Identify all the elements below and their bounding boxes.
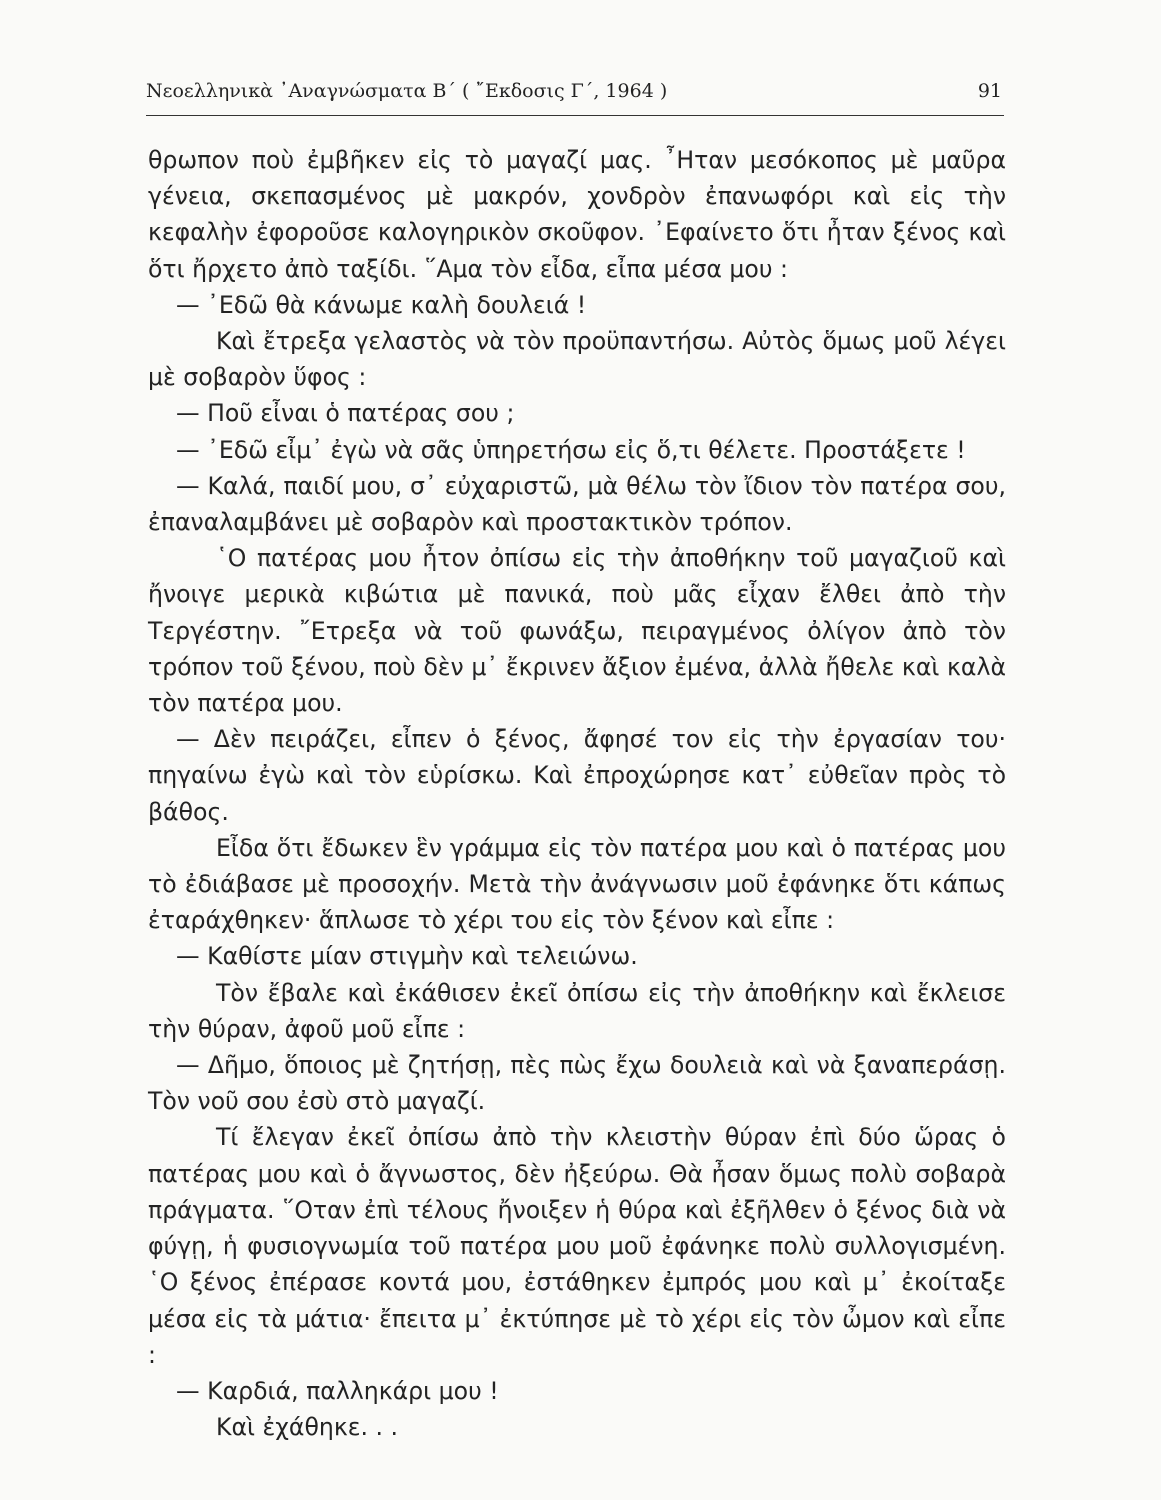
dialogue-line: — Καλά, παιδί μου, σ᾿ εὐχαριστῶ, μὰ θέλω τὸν ἴδιον τὸν πατέρα σου, ἐπαναλαμβάνει μὲ σοβαρὸν καὶ προστακτικὸν τρόπον. [148, 471, 1006, 537]
dialogue-line: — Καρδιά, παλληκάρι μου ! [176, 1376, 499, 1405]
running-header [146, 80, 1002, 108]
paragraph: Καὶ ἔτρεξα γελαστὸς νὰ τὸν προϋπαντήσω. Αὐτὸς ὅμως μοῦ λέγει μὲ σοβαρὸν ὕφος : [148, 327, 1006, 392]
dialogue-line: — ᾿Εδῶ θὰ κάνωμε καλὴ δουλειά ! [176, 290, 587, 319]
dialogue-line: — Δῆμο, ὅποιος μὲ ζητήσῃ, πὲς πὼς ἔχω δουλειὰ καὶ νὰ ξαναπεράσῃ. Τὸν νοῦ σου ἐσὺ στὸ μαγαζί. [148, 1051, 1006, 1116]
paragraph: Εἶδα ὅτι ἔδωκεν ἓν γράμμα εἰς τὸν πατέρα μου καὶ ὁ πατέρας μου τὸ ἐδιάβασε μὲ προσοχήν. Μετὰ τὴν ἀνάγνωσιν μοῦ ἐφάνηκε ὅτι κάπως ἐταράχθηκεν· ἅπλωσε τὸ χέρι του εἰς τὸν ξένον καὶ εἶπε : [148, 833, 1006, 935]
paragraph: θρωπον ποὺ ἐμβῆκεν εἰς τὸ μαγαζί μας. ῏Ηταν μεσόκοπος μὲ μαῦρα γένεια, σκεπασμένος μὲ μακρόν, χονδρὸν ἐπανωφόρι καὶ εἰς τὴν κεφαλὴν ἐφοροῦσε καλογηρικὸν σκοῦφον. ᾿Εφαίνετο ὅτι ἦταν ξένος καὶ ὅτι ἤρχετο ἀπὸ ταξίδι. ῞Αμα τὸν εἶδα, εἶπα μέσα μου : [148, 146, 1006, 283]
dialogue-line: — Ποῦ εἶναι ὁ πατέρας σου ; [176, 399, 515, 428]
paragraph: ῾Ο πατέρας μου ἦτον ὀπίσω εἰς τὴν ἀποθήκην τοῦ μαγαζιοῦ καὶ ἤνοιγε μερικὰ κιβώτια μὲ πανικά, ποὺ μᾶς εἶχαν ἔλθει ἀπὸ τὴν Τεργέστην. ῎Ετρεξα νὰ τοῦ φωνάξω, πειραγμένος ὀλίγον ἀπὸ τὸν τρόπον τοῦ ξένου, ποὺ δὲν μ᾿ ἔκρινεν ἄξιον ἐμένα, ἀλλὰ ἤθελε καὶ καλὰ τὸν πατέρα μου. [148, 544, 1006, 718]
body-text [148, 142, 1006, 1445]
dialogue-line: — Δὲν πειράζει, εἶπεν ὁ ξένος, ἄφησέ τον εἰς τὴν ἐργασίαν του· πηγαίνω ἐγὼ καὶ τὸν εὑρίσκω. Καὶ ἐπροχώρησε κατ᾿ εὐθεῖαν πρὸς τὸ βάθος. [148, 725, 1006, 826]
paragraph: Τὸν ἔβαλε καὶ ἐκάθισεν ἐκεῖ ὀπίσω εἰς τὴν ἀποθήκην καὶ ἔκλεισε τὴν θύραν, ἀφοῦ μοῦ εἶπε : [148, 978, 1006, 1043]
paragraph: Τί ἔλεγαν ἐκεῖ ὀπίσω ἀπὸ τὴν κλειστὴν θύραν ἐπὶ δύο ὥρας ὁ πατέρας μου καὶ ὁ ἄγνωστος, δὲν ἠξεύρω. Θὰ ἦσαν ὅμως πολὺ σοβαρὰ πράγματα. ῞Οταν ἐπὶ τέλους ἤνοιξεν ἡ θύρα καὶ ἐξῆλθεν ὁ ξένος διὰ νὰ φύγῃ, ἡ φυσιογνωμία τοῦ πατέρα μου μοῦ ἐφάνηκε πολὺ συλλογισμένη. ῾Ο ξένος ἐπέρασε κοντά μου, ἐστάθηκεν ἐμπρός μου καὶ μ᾿ ἐκοίταξε μέσα εἰς τὰ μάτια· ἔπειτα μ᾿ ἐκτύπησε μὲ τὸ χέρι εἰς τὸν ὦμον καὶ εἶπε : [148, 1123, 1006, 1369]
paragraph: Καὶ ἐχάθηκε. . . [216, 1413, 398, 1442]
dialogue-line: — ᾿Εδῶ εἶμ᾿ ἐγὼ νὰ σᾶς ὑπηρετήσω εἰς ὅ,τι θέλετε. Προστάξετε ! [176, 435, 966, 464]
header-rule [146, 115, 1004, 116]
page-number: 91 [977, 80, 1002, 102]
dialogue-line: — Καθίστε μίαν στιγμὴν καὶ τελειώνω. [176, 942, 638, 971]
running-title: Νεοελληνικὰ ᾿Αναγνώσματα Β΄ ( ῎Εκδοσις Γ΄, 1964 ) [146, 80, 668, 102]
